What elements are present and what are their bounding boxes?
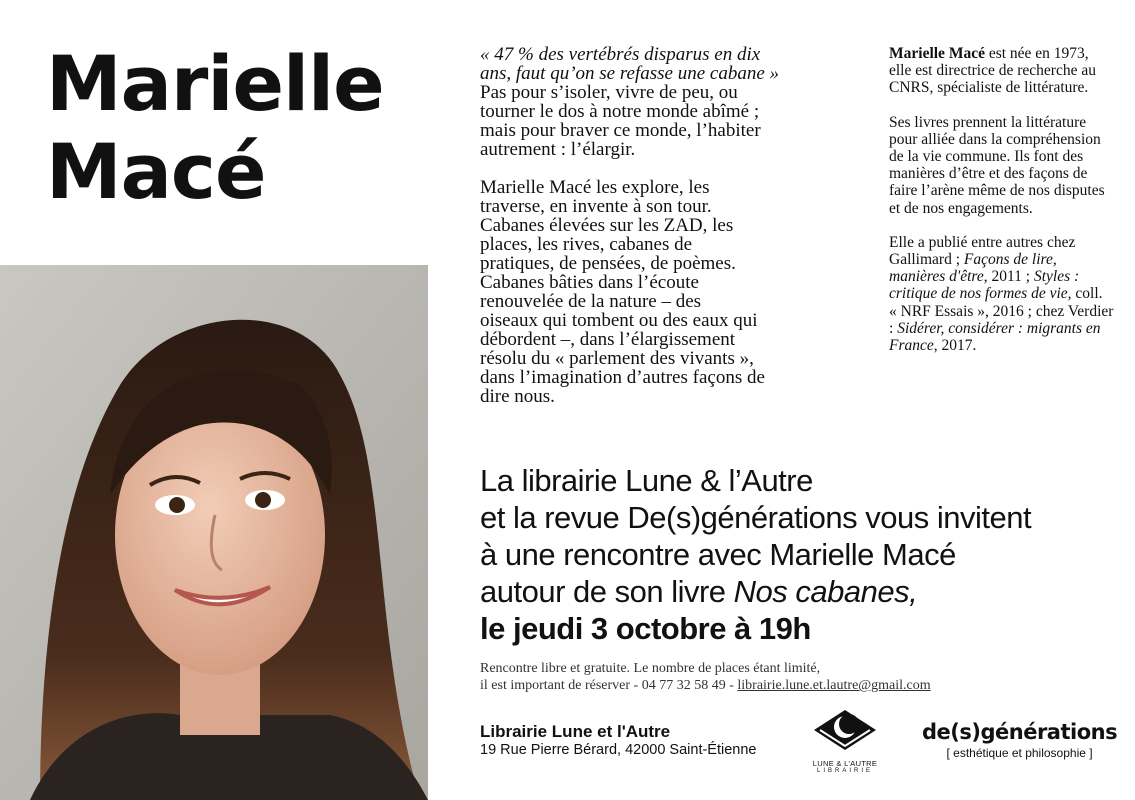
intro-p2-line: oiseaux qui tombent ou des eaux qui: [480, 310, 758, 331]
info-line-1: Rencontre libre et gratuite. Le nombre de places étant limité,: [480, 661, 821, 676]
bio-p3-text: Elle a publié entre autres chez Gallimard ;: [889, 233, 1076, 269]
intro-p1-line: mais pour braver ce monde, l’habiter: [480, 120, 761, 141]
invite-line-1: La librairie Lune & l’Autre: [480, 463, 813, 498]
intro-p2-line: Cabanes élevées sur les ZAD, les: [480, 215, 734, 236]
degenerations-logo-subtitle: [ esthétique et philosophie ]: [946, 746, 1093, 760]
intro-p2-line: pratiques, de pensées, de poèmes.: [480, 253, 736, 274]
book-title: Nos cabanes,: [733, 574, 918, 609]
title-line-2: Macé: [46, 127, 266, 216]
bio-paragraph-1: [889, 45, 1114, 97]
intro-p1-line: autrement : l’élargir.: [480, 139, 636, 160]
intro-p2-line: résolu du « parlement des vivants »,: [480, 348, 754, 369]
intro-quote-line-2: ans, faut qu’on se refasse une cabane »: [480, 63, 780, 84]
intro-p2-line: débordent –, dans l’élargissement: [480, 329, 736, 350]
degenerations-logo: [922, 720, 1117, 760]
invite-line-2: et la revue De(s)générations vous invitent: [480, 500, 1032, 535]
bio-name: Marielle Macé: [889, 45, 985, 62]
intro-p2-line: renouvelée de la nature – des: [480, 291, 702, 312]
intro-p2-line: Cabanes bâties dans l’écoute: [480, 272, 699, 293]
intro-text: [480, 45, 840, 425]
intro-p1-line: tourner le dos à notre monde abîmé ;: [480, 101, 760, 122]
reservation-info: [480, 660, 1080, 694]
bio-p3-text: coll. « NRF Essais », 2016 ; chez Verdier :: [889, 285, 1114, 337]
intro-paragraph-2: [480, 178, 840, 406]
page-title: [46, 40, 384, 216]
invite-line-4-text: autour de son livre: [480, 574, 734, 609]
invite-line-4: [480, 573, 1120, 610]
invitation-text: [480, 462, 1120, 647]
bio-paragraph-2: Ses livres prennent la littérature pour alliée dans la compréhension de la vie commune. Ils font des manières d’être et des façons de faire l’arène même de nos disputes et de nos engagements.: [889, 113, 1105, 217]
author-bio: [889, 45, 1114, 371]
intro-p2-line: dire nous.: [480, 386, 555, 407]
lune-logo-text: LUNE & L'AUTRE: [812, 759, 878, 768]
moon-diamond-icon: [812, 708, 878, 752]
book-title: Façons de lire, manières d'être: [889, 251, 1057, 286]
degenerations-logo-text: de(s)générations: [922, 720, 1118, 744]
bookshop-name: Librairie Lune et l'Autre: [480, 722, 671, 741]
intro-p2-line: Marielle Macé les explore, les: [480, 177, 710, 198]
bio-p3-text: , 2017.: [933, 337, 977, 355]
lune-logo-subtext: LIBRAIRIE: [816, 768, 873, 774]
info-line-2: il est important de réserver - 04 77 32 58 49 -: [480, 678, 738, 693]
intro-p2-line: traverse, en invente à son tour.: [480, 196, 712, 217]
intro-quote-line-1: « 47 % des vertébrés disparus en dix: [480, 44, 761, 65]
event-date: le jeudi 3 octobre à 19h: [480, 611, 811, 646]
invite-line-3: à une rencontre avec Marielle Macé: [480, 537, 956, 572]
intro-quote-paragraph: [480, 45, 840, 159]
title-line-1: Marielle: [46, 39, 384, 128]
bio-p3-text: , 2011 ;: [983, 268, 1034, 286]
intro-p1-line: Pas pour s’isoler, vivre de peu, ou: [480, 82, 738, 103]
intro-p2-line: places, les rives, cabanes de: [480, 234, 693, 255]
bookshop-address: 19 Rue Pierre Bérard, 42000 Saint-Étienne: [480, 742, 757, 758]
book-title: Sidérer, considérer : migrants en France: [889, 319, 1101, 355]
bio-p1-text: est née en 1973, elle est directrice de recherche au CNRS, spécialiste de littérature.: [889, 45, 1096, 97]
bio-paragraph-3: [889, 234, 1114, 354]
book-title: Styles : critique de nos formes de vie,: [889, 268, 1080, 303]
author-portrait-photo: [0, 265, 428, 800]
lune-et-lautre-logo: [808, 708, 882, 790]
intro-p2-line: dans l’imagination d’autres façons de: [480, 367, 765, 388]
email-link[interactable]: librairie.lune.et.lautre@gmail.com: [737, 678, 931, 693]
